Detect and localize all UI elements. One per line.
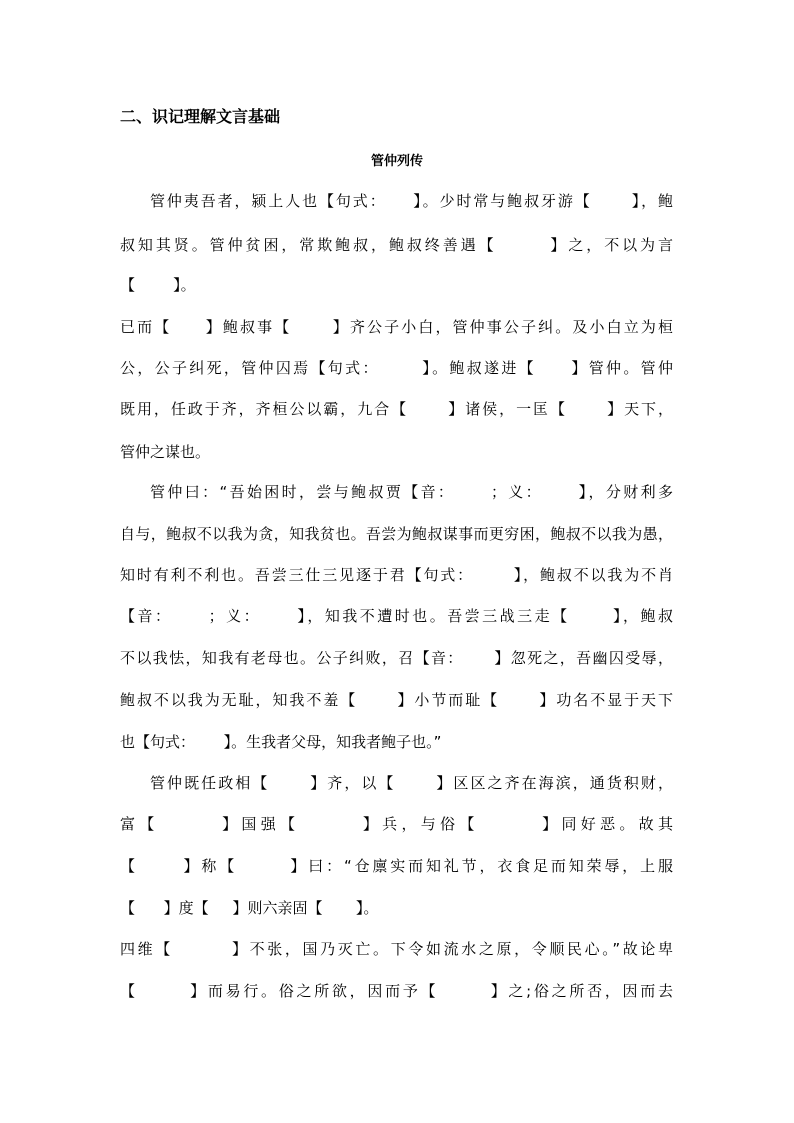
text-line: 也【句式： 】。生我者父母，知我者鲍子也。” [120,733,442,751]
article-title: 管仲列传 [370,154,423,169]
text-line: 【 】而易行。俗之所欲，因而予【 】之;俗之所否，因而去 [120,982,673,1000]
text-line: 叔知其贤。管仲贫困，常欺鲍叔，鲍叔终善遇【 】之，不以为言 [120,236,673,254]
text-line: 鲍叔不以我为无耻，知我不羞【 】小节而耻【 】功名不显于天下 [120,691,673,709]
text-line: 已而【 】鲍叔事【 】齐公子小白，管仲事公子纠。及小白立为桓 [120,318,673,336]
text-line: 知时有利不利也。吾尝三仕三见逐于君【句式： 】，鲍叔不以我为不肖 [120,566,673,584]
text-line: 管仲之谋也。 [120,443,211,461]
text-line: 管仲既任政相【 】齐，以【 】区区之齐在海滨，通货积财， [150,774,673,792]
text-line: 四维【 】不张，国乃灭亡。下令如流水之原，令顺民心。”故论卑 [120,940,673,958]
text-line: 【 】。 [120,276,196,294]
text-line: 不以我怯，知我有老母也。公子纠败，召【音： 】忽死之，吾幽囚受辱， [120,649,673,667]
section-heading: 二、识记理解文言基础 [120,107,281,126]
text-line: 富【 】国强【 】兵，与俗【 】同好恶。故其 [120,815,673,833]
text-line: 公，公子纠死，管仲囚焉【句式： 】。鲍叔遂进【 】管仲。管仲 [120,359,673,377]
text-line: 既用，任政于齐，齐桓公以霸，九合【 】诸侯，一匡【 】天下， [120,400,673,418]
text-line: 管仲夷吾者，颍上人也【句式： 】。少时常与鲍叔牙游【 】，鲍 [150,192,673,210]
text-line: 自与，鲍叔不以我为贪，知我贫也。吾尝为鲍叔谋事而更穷困，鲍叔不以我为愚， [120,525,673,543]
text-line: 【 】称【 】曰：“仓廪实而知礼节，衣食足而知荣辱，上服 [120,857,673,875]
text-line: 【音： ；义： 】，知我不遭时也。吾尝三战三走【 】，鲍叔 [120,607,673,625]
text-line: 管仲曰：“吾始困时，尝与鲍叔贾【音： ；义： 】，分财利多 [150,483,673,501]
text-line: 【 】度【 】则六亲固【 】。 [120,899,379,917]
